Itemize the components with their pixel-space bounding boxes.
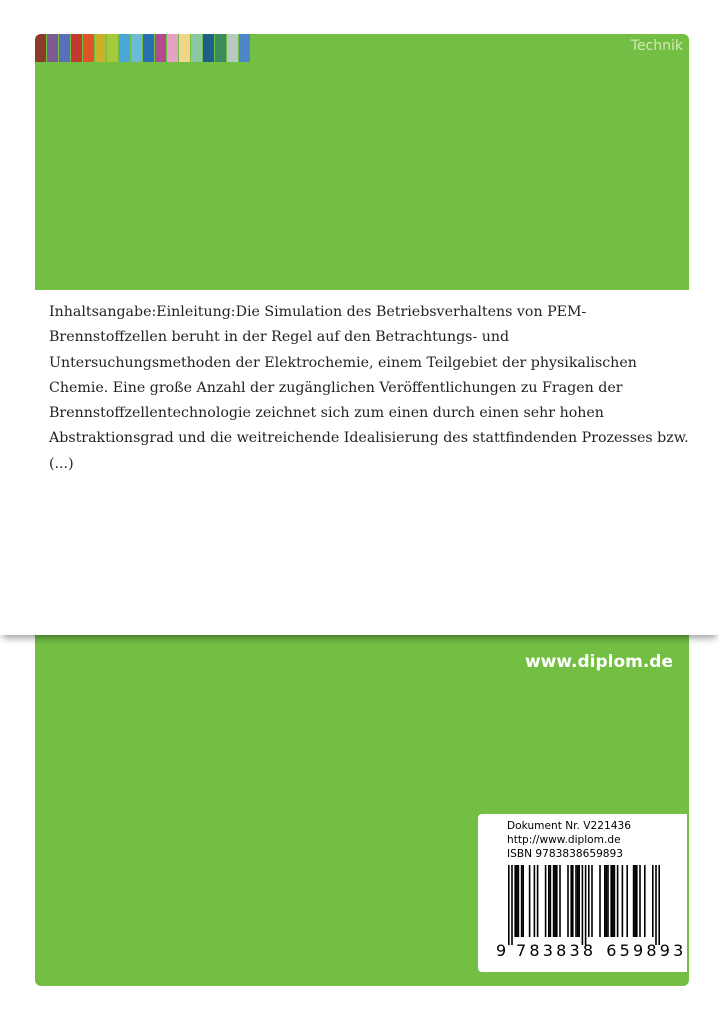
barcode-bar [554, 865, 556, 937]
barcode-bar [636, 865, 638, 937]
color-stripe [35, 34, 46, 62]
color-stripe [143, 34, 154, 62]
color-stripe [83, 34, 94, 62]
barcode-bar [529, 865, 531, 937]
isbn-text: ISBN 9783838659893 [507, 848, 624, 860]
barcode-bar [606, 865, 608, 937]
color-stripes [35, 34, 251, 62]
barcode-bar [614, 865, 616, 937]
barcode-bar [585, 865, 587, 945]
color-stripe [215, 34, 226, 62]
barcode-box [478, 814, 687, 972]
color-stripe [227, 34, 238, 62]
document-url: http://www.diplom.de [507, 834, 621, 846]
barcode-bar [514, 865, 516, 937]
barcode-bar [626, 865, 628, 937]
color-stripe [131, 34, 142, 62]
color-stripe [59, 34, 70, 62]
category-label: Technik [630, 38, 683, 54]
barcode-bar [633, 865, 635, 937]
barcode-bar [604, 865, 606, 937]
cover-bottom-panel [35, 632, 689, 986]
barcode-bar [559, 865, 561, 937]
barcode-bar [537, 865, 539, 937]
description-band [0, 290, 719, 635]
barcode-bar [553, 865, 555, 937]
barcode-bar [518, 865, 520, 937]
barcode-bar [521, 865, 523, 937]
barcode-bar [634, 865, 636, 937]
barcode-digit-lead: 9 [496, 941, 507, 960]
barcode-bar [582, 865, 584, 945]
barcode-bar [655, 865, 657, 945]
barcode-bar [545, 865, 547, 937]
barcode-digits-left: 783838 [516, 941, 597, 960]
barcode-bar [644, 865, 646, 937]
barcode-bar [534, 865, 536, 937]
color-stripe [191, 34, 202, 62]
color-stripe [95, 34, 106, 62]
barcode-bar [639, 865, 641, 937]
color-stripe [179, 34, 190, 62]
barcode-bar [617, 865, 619, 937]
barcode-bar [578, 865, 580, 937]
barcode-bar [622, 865, 624, 937]
color-stripe [47, 34, 58, 62]
cover-top-panel [35, 34, 689, 290]
color-stripe [155, 34, 166, 62]
barcode-bar [508, 865, 510, 945]
color-stripe [203, 34, 214, 62]
barcode-digits [496, 941, 687, 960]
color-stripe [71, 34, 82, 62]
publisher-website[interactable]: www.diplom.de [524, 652, 673, 672]
document-number: Dokument Nr. V221436 [507, 820, 631, 832]
barcode-bar [570, 865, 572, 937]
barcode-bar [548, 865, 550, 937]
barcode-bar [599, 865, 601, 937]
barcode-bar [572, 865, 574, 937]
barcode-bar [511, 865, 513, 945]
barcode-bar [612, 865, 614, 937]
color-stripe [107, 34, 118, 62]
barcode-bar [588, 865, 590, 937]
barcode-bar [610, 865, 612, 937]
barcode-bar [550, 865, 552, 937]
barcode-bar [658, 865, 660, 945]
barcode-digits-right: 659893 [606, 941, 687, 960]
barcode-bar [607, 865, 609, 937]
barcode-bar [522, 865, 524, 937]
barcode-bar [652, 865, 654, 937]
barcode-bar [556, 865, 558, 937]
barcode-bar [516, 865, 518, 937]
barcode-image [498, 865, 670, 945]
color-stripe [119, 34, 130, 62]
barcode-bar [577, 865, 579, 937]
barcode-bar [575, 865, 577, 937]
color-stripe [167, 34, 178, 62]
barcode-bar [567, 865, 569, 937]
color-stripe [239, 34, 250, 62]
book-description: Inhaltsangabe:Einleitung:Die Simulation des Betriebsverhaltens von PEM-Brennstoffzellen beruht in der Regel auf den Betrachtungs- und Untersuchungsmethoden der Elektrochemie, einem Teilgebiet der physikalischen Chemie. Eine große Anzahl der zugänglichen Veröffentlichungen zu Fragen der Brennstoffzellentechnologie zeichnet sich zum einen durch einen sehr hohen Abstraktionsgrad und die weitreichende Idealisierung des stattfindenden Prozesses bzw. (...) [49, 304, 689, 472]
barcode-bar [591, 865, 593, 937]
